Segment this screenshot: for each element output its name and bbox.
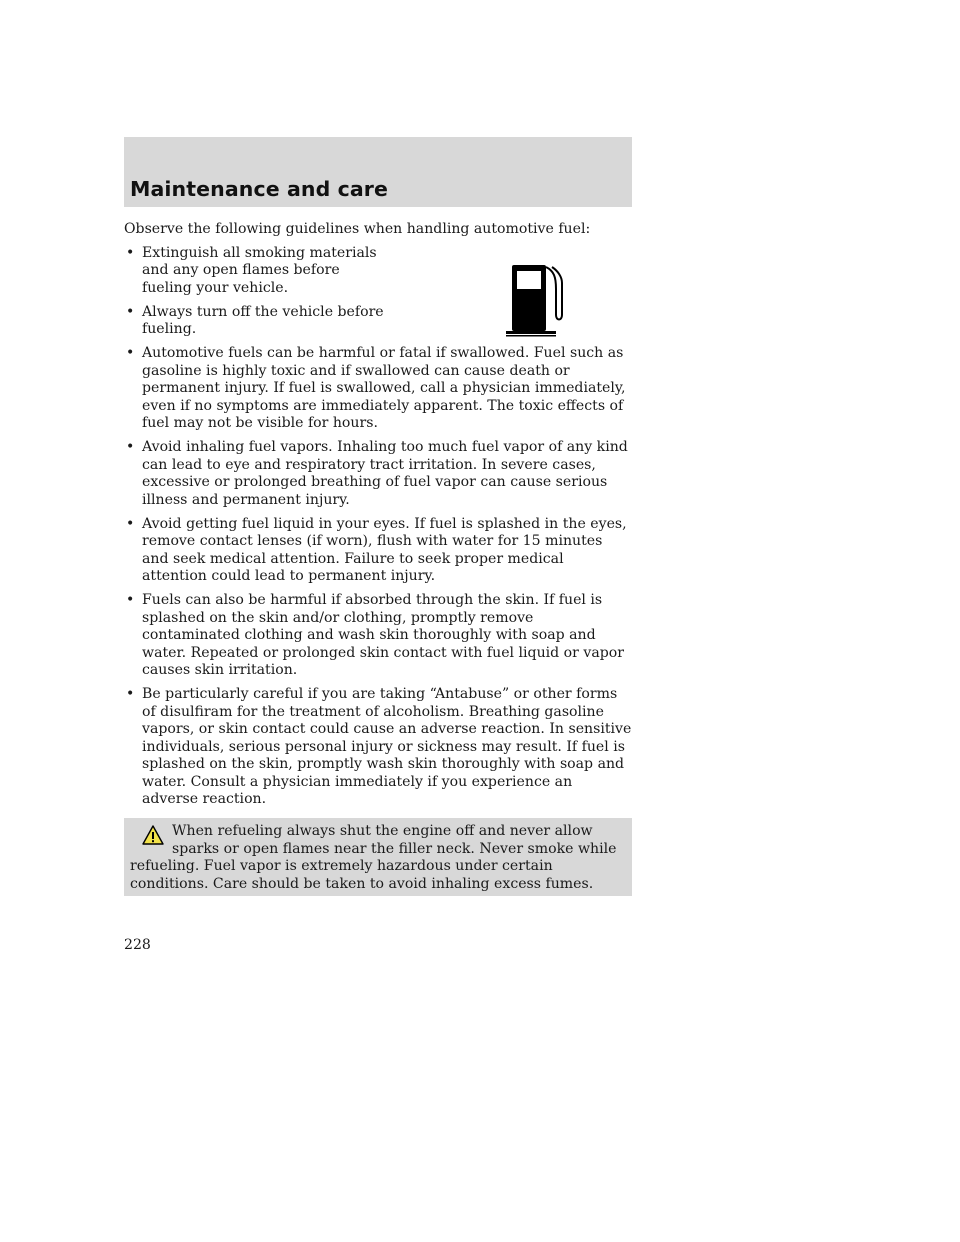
list-item-text: Fuels can also be harmful if absorbed through the skin. If fuel is splashed on the skin and/or clothing, promptly remove contaminated clothing and wash skin thoroughly with soap and water. Repeated or prolonged skin contact with fuel liquid or vapor causes skin irritation. [142,592,624,678]
list-item-text: Be particularly careful if you are taking “Antabuse” or other forms of disulfiram for the treatment of alcoholism. Breathing gasoline vapors, or skin contact could cause an adverse reaction. In sensitive individuals, serious personal injury or sickness may result. If fuel is splashed on the skin, promptly wash skin thoroughly with soap and water. Consult a physician immediately if you experience an adverse reaction. [142,686,632,807]
list-item-text: Avoid inhaling fuel vapors. Inhaling too much fuel vapor of any kind can lead to eye and respiratory tract irritation. In severe cases, excessive or prolonged breathing of fuel vapor can cause serious illness and permanent injury. [142,439,628,508]
list-item [124,345,632,433]
list-item [124,592,632,680]
list-item [124,304,632,339]
bullet-symbol: • [126,303,135,320]
bullet-symbol: • [126,244,135,261]
bullet-symbol: • [126,686,135,702]
list-item [124,245,632,298]
bullet-symbol: • [126,515,135,532]
list-item [124,686,632,809]
intro-paragraph: Observe the following guidelines when handling automotive fuel: [124,221,591,237]
list-item-text: Always turn off the vehicle before fueling. [142,303,384,337]
page-number: 228 [124,937,151,953]
guidelines-list [124,245,632,809]
section-header-band [124,137,632,207]
warning-box [124,818,632,896]
bullet-symbol: • [126,439,135,455]
list-item [124,516,632,586]
warning-text: When refueling always shut the engine off and never allow sparks or open flames near the filler neck. Never smoke while refueling. Fuel vapor is extremely hazardous under certain conditions. Care should be taken to avoid inhaling excess fumes. [130,823,617,892]
section-title: Maintenance and care [130,177,389,201]
list-item [124,439,632,509]
main-content [124,221,632,815]
bullet-symbol: • [126,592,135,608]
bullet-symbol: • [126,345,135,361]
list-item-text: Automotive fuels can be harmful or fatal if swallowed. Fuel such as gasoline is highly toxic and if swallowed can cause death or permanent injury. If fuel is swallowed, call a physician immediately, even if no symptoms are immediately apparent. The toxic effects of fuel may not be visible for hours. [142,345,626,431]
list-item-text: Avoid getting fuel liquid in your eyes. If fuel is splashed in the eyes, remove contact lenses (if worn), flush with water for 15 minutes and seek medical attention. Failure to seek proper medical attention could lead to permanent injury. [142,515,627,584]
warning-triangle-icon [142,825,164,845]
list-item-text: Extinguish all smoking materials and any open flames before fueling your vehicle. [142,244,377,296]
warning-text-block [124,818,632,893]
